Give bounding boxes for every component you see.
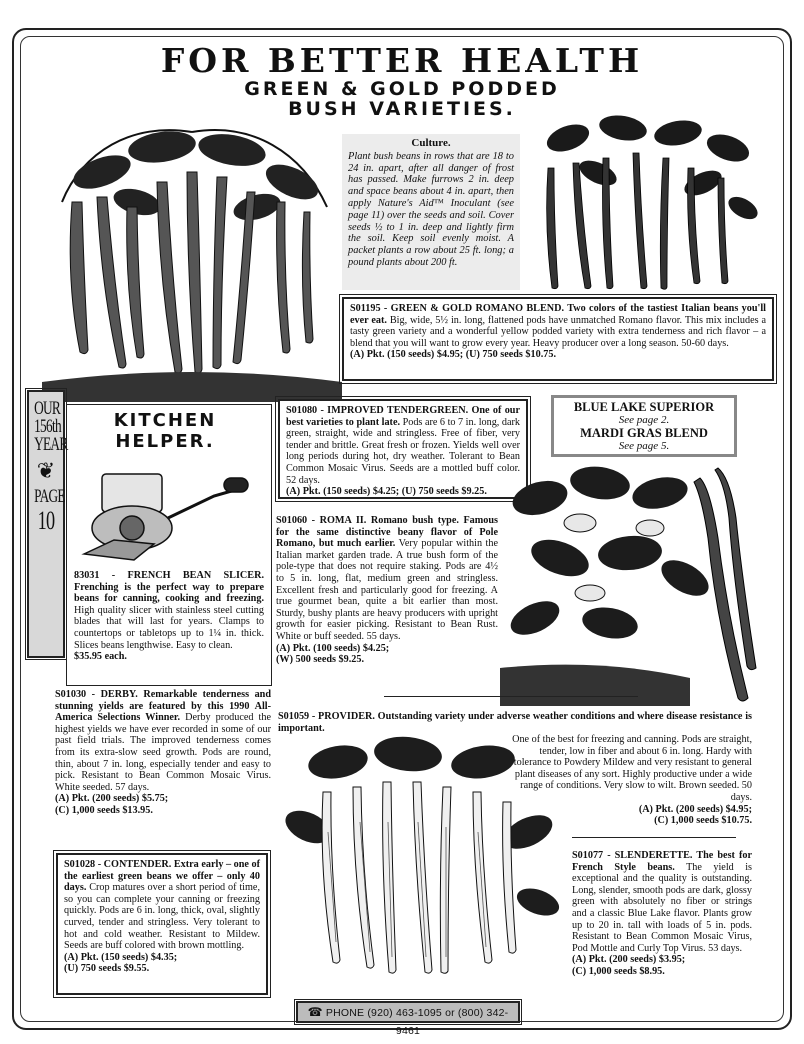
sidebar-word-year: YEAR	[34, 434, 68, 455]
product-s01028	[56, 853, 268, 995]
product-s01030-heading: S01030 - DERBY. Remarkable tenderness and stunning yields are featured by this 1990 All-America Selections Winner.	[55, 689, 271, 724]
product-s01077-heading: S01077 - SLENDERETTE. The best for French Style beans.	[572, 850, 752, 873]
page-subtitle-line1: GREEN & GOLD PODDED	[244, 78, 560, 100]
sidebar-ornament-icon: ❦	[36, 458, 56, 483]
sidebar-word-page: PAGE	[34, 486, 65, 507]
product-s01059-heading: S01059 - PROVIDER. Outstanding variety under adverse weather conditions and where disease resistance is important.	[278, 711, 752, 734]
sidebar-page-number: 10	[37, 506, 55, 535]
product-s01030-body: Derby produced the highest yields we have ever recorded in some of our past field trials. The improved tenderness comes from its extra-slow seed growth. Pods are round, thin, about 7 in. long, especially tender and easy to pick. Resistant to Bean Common Mosaic Virus. White seeded. 57 days.	[55, 712, 271, 793]
bean-plant-illustration-top-right	[528, 108, 760, 298]
product-s01080-heading: S01080 - IMPROVED TENDERGREEN. One of our best varieties to plant late.	[286, 405, 520, 428]
product-s01030-price1: (A) Pkt. (200 seeds) $5.75;	[55, 793, 169, 805]
sidebar-word-156th: 156th	[34, 416, 61, 437]
phone-number: PHONE (920) 463-1095 or (800) 342-9461	[325, 1007, 509, 1037]
product-s01060-heading: S01060 - ROMA II. Romano bush type. Famous for the same distinctive beany flavor of Pole Romano, but much earlier.	[276, 515, 498, 550]
product-s01080-price: (A) Pkt. (150 seeds) $4.25; (U) 750 seeds $9.25.	[286, 486, 487, 498]
product-s01059-body: One of the best for freezing and canning. Pods are straight, tender, low in fiber and about 6 in. long. Hardy with tolerance to Powdery Mildew and very resistant to general plant diseases of any sort. Highly productive under a wide range of conditions. Very slow to wilt. Brown seeded. 50 days.	[512, 734, 752, 803]
see-also-ref-2: See page 5.	[618, 440, 670, 452]
product-s01028-body: Crop matures over a short period of time, so you can complete your canning or freezing quickly. Pods are 6 in. long, thick, oval, slightly curved, tender and stringless. Very tolerant to hot and cold weather. Resistant to Mildew. Seeds are buff colored with brown mottling.	[64, 882, 260, 952]
phone-footer[interactable]	[296, 1001, 520, 1037]
product-s01028-price2: (U) 750 seeds $9.55.	[64, 963, 150, 975]
product-s01077	[572, 850, 752, 978]
product-s01077-body: The yield is exceptional and the quality is outstanding. Long, slender, smooth pods are dark, glossy green with absolutely no fiber or strings and a classic Blue Lake flavor. Plants grow up to 20 in. tall with loads of 5 in. pods. Resistant to Bean Common Mosaic Virus, Pod Mottle and Curly Top Virus. 53 days.	[572, 861, 752, 954]
kitchen-helper-line2: HELPER.	[115, 431, 215, 452]
kitchen-helper-title	[80, 410, 250, 452]
see-also-title-2: MARDI GRAS BLEND	[580, 426, 708, 440]
product-s01080-body: Pods are 6 to 7 in. long, dark green, straight, wide and stringless. Free of fiber, very tender and brittle. Great fresh or frozen. Yields well over long periods during hot, dry weather. Tolerant to Bean Common Mosaic Virus. Seeds are a mottled buff color. 52 days.	[286, 416, 521, 486]
product-s01195-heading: S01195 - GREEN & GOLD ROMANO BLEND. Two colors of the tastiest Italian beans you'll ever eat.	[350, 303, 766, 326]
culture-instructions	[342, 134, 520, 290]
product-s01077-price1: (A) Pkt. (200 seeds) $3.95;	[572, 954, 686, 966]
product-s01059-price2: (C) 1,000 seeds $10.75.	[654, 815, 752, 827]
kitchen-helper-line1: KITCHEN	[113, 410, 217, 431]
product-s01077-price2: (C) 1,000 seeds $8.95.	[572, 965, 665, 977]
see-also-box	[551, 395, 737, 457]
product-s01060-price1: (A) Pkt. (100 seeds) $4.25;	[276, 642, 390, 654]
page-title: FOR BETTER HEALTH	[160, 41, 644, 80]
bean-plant-illustration-top-left	[42, 112, 342, 402]
product-s01059-heading-block	[278, 711, 752, 734]
page-subtitle-line2: BUSH VARIETIES.	[288, 98, 516, 120]
section-divider-2	[572, 837, 736, 838]
see-also-title-1: BLUE LAKE SUPERIOR	[573, 400, 715, 414]
culture-body: Plant bush beans in rows that are 18 to 24 in. apart, after all danger of frost has passed. Make furrows 2 in. deep and space beans about 4 in. apart, then apply Nature's Aid™ Inoculant (see page 11) over the seeds and soil. Cover seeds ½ to 1 in. deep and lightly firm the soil. Keep soil evenly moist. A packet plants a row about 25 ft. long; a pound plants about 200 ft.	[348, 150, 514, 268]
product-83031-body: High quality slicer with stainless steel cutting blades that will last for years. Clamps to countertops or tabletops up to 1¼ in. thick. Slices beans lengthwise. Easy to clean.	[74, 604, 264, 651]
product-s01080	[278, 399, 528, 499]
bean-plant-illustration-middle-right	[500, 458, 762, 706]
product-s01195	[342, 297, 774, 381]
bean-slicer-illustration	[74, 456, 254, 562]
section-divider	[384, 696, 638, 697]
product-s01060	[276, 515, 498, 666]
product-83031	[74, 570, 264, 663]
product-s01030-price2: (C) 1,000 seeds $13.95.	[55, 804, 153, 816]
product-s01028-heading: S01028 - CONTENDER. Extra early – one of the earliest green beans we offer – only 40 days.	[64, 859, 260, 894]
product-s01030	[55, 689, 271, 817]
see-also-ref-1: See page 2.	[618, 414, 670, 426]
telephone-icon: ☎	[307, 1005, 323, 1019]
product-83031-price: $35.95 each.	[74, 651, 127, 663]
product-s01195-price: (A) Pkt. (150 seeds) $4.95; (U) 750 seeds $10.75.	[350, 349, 556, 361]
culture-title: Culture.	[411, 137, 451, 149]
product-s01195-body: Big, wide, 5½ in. long, flattened pods have unmatched Romano flavor. This mix includes a tasty green variety and a wonderful yellow podded variety with extra tenderness and rich flavor – a blend that you will want to grow every year. Heavy producer over a long season. 50-60 days.	[350, 314, 767, 349]
product-s01060-price2: (W) 500 seeds $9.25.	[276, 654, 365, 666]
bean-plant-illustration-bottom	[278, 732, 568, 994]
product-s01059-price1: (A) Pkt. (200 seeds) $4.95;	[638, 803, 752, 815]
product-s01060-body: Very popular within the Italian market garden trade. A true bush form of the pole-type that does not require staking. Pods are 4½ to 5 in. long, flat, medium green and stringless. Excellent fresh and particularly good for freezing. A true gourmet bean, quite a bit earlier than most. Sturdy, bushy plants are heavy producers with upright growth for easier picking. Resistant to Bean Rust. White or buff seeded. 55 days.	[276, 538, 499, 642]
product-83031-heading: 83031 - FRENCH BEAN SLICER. Frenching is the perfect way to prepare beans for canning, cooking and freezing.	[74, 570, 264, 605]
page-sidebar-badge	[27, 390, 68, 658]
product-s01028-price1: (A) Pkt. (150 seeds) $4.35;	[64, 951, 178, 963]
sidebar-word-our: OUR	[34, 398, 61, 419]
